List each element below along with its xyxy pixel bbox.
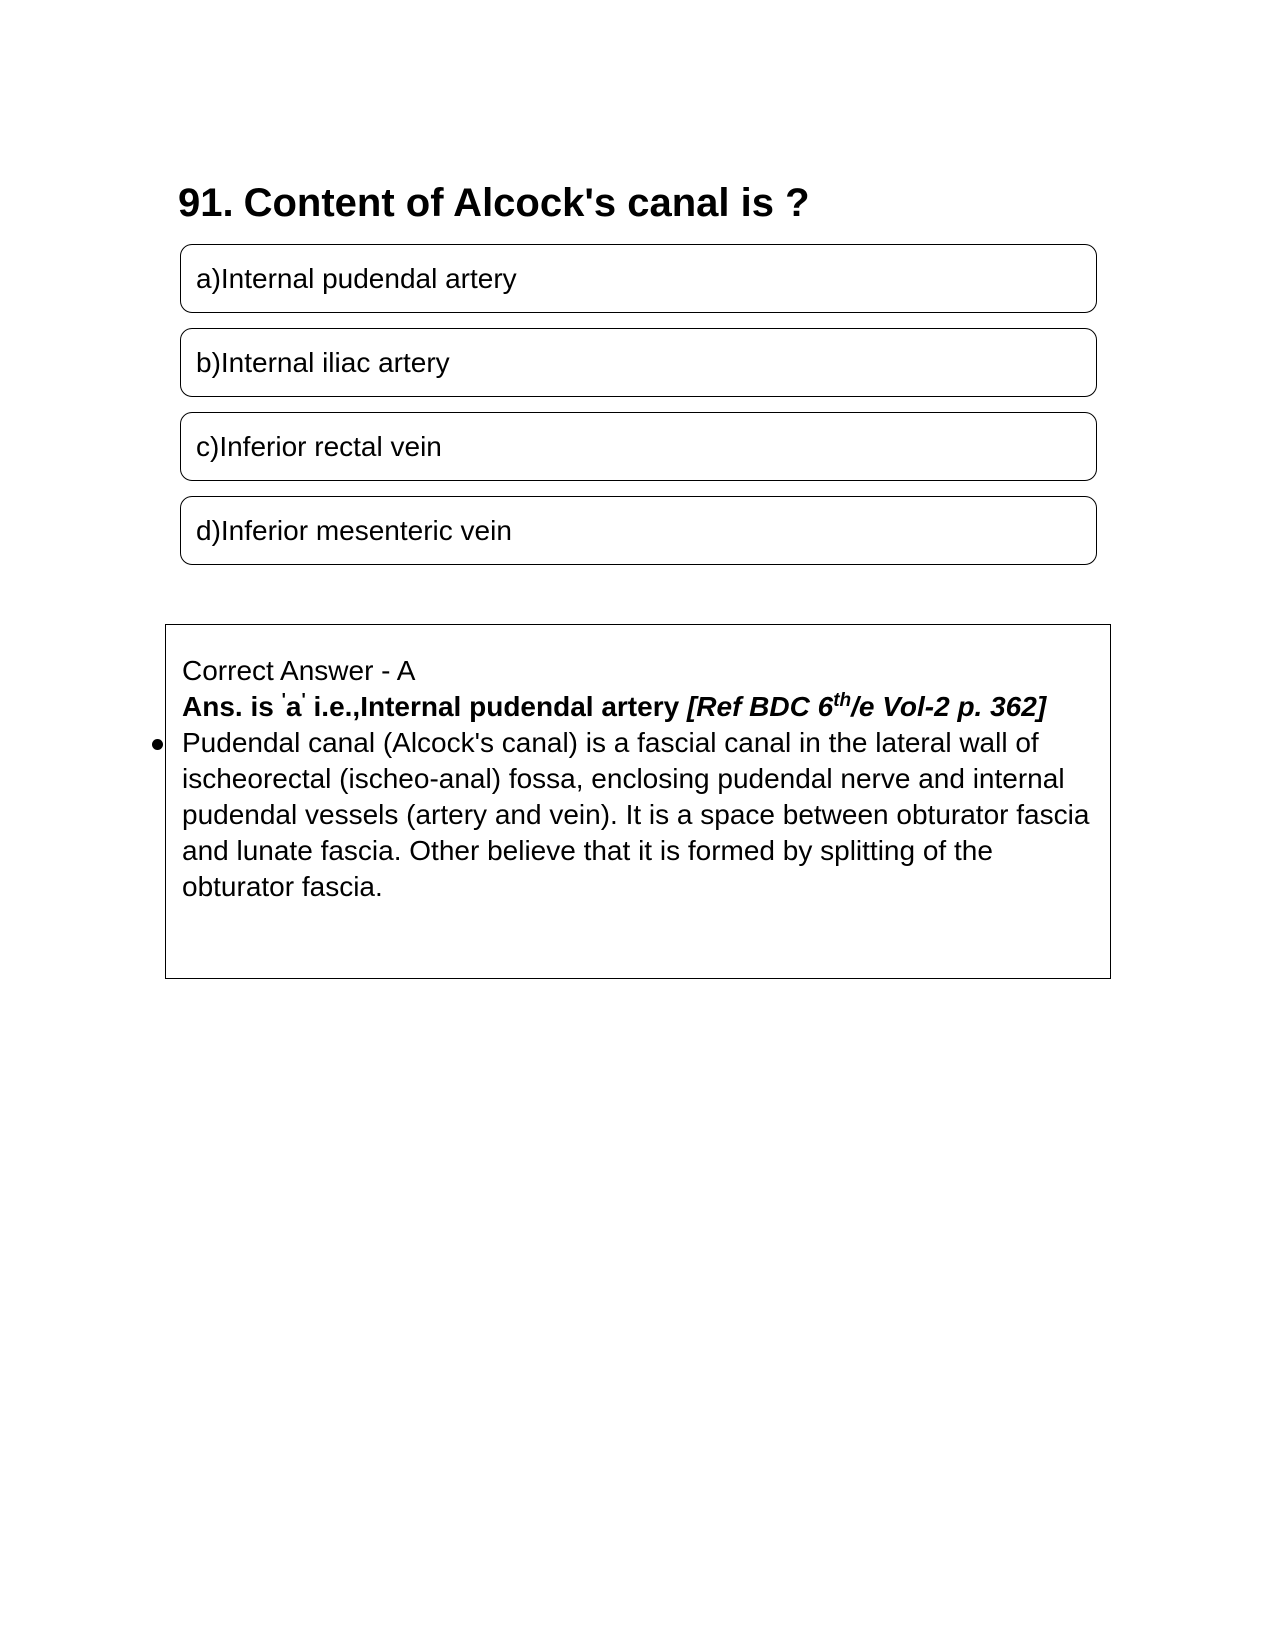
- explanation-text: Pudendal canal (Alcock's canal) is a fascial canal in the lateral wall of ischeorectal (ischeo-anal) fossa, enclosing pudendal nerve and internal pudendal vessels (artery and vein). It is a space between obturator fascia and lunate fascia. Other believe that it is formed by splitting of the obturator fascia.: [182, 727, 1090, 902]
- bullet-dot-icon: [152, 739, 163, 750]
- option-text: Internal iliac artery: [220, 346, 450, 378]
- question-title: [178, 176, 1078, 230]
- reference-start: [Ref BDC 6: [686, 691, 834, 722]
- answer-reference: [687, 691, 1046, 722]
- answer-main: i.e.,Internal pudendal artery: [305, 691, 687, 722]
- option-d[interactable]: [180, 496, 1097, 565]
- answer-prefix: Ans. is: [182, 691, 282, 722]
- option-text: Inferior mesenteric vein: [220, 514, 512, 546]
- option-b[interactable]: [180, 328, 1097, 397]
- option-text: Internal pudendal artery: [220, 262, 517, 294]
- option-c[interactable]: [180, 412, 1097, 481]
- option-letter: c): [196, 430, 220, 462]
- reference-superscript: th: [833, 690, 852, 711]
- answer-explanation-box: [165, 624, 1111, 979]
- correct-answer-label: Correct Answer - A: [182, 655, 416, 686]
- question-text: Content of Alcock's canal is ?: [243, 181, 810, 225]
- option-text: Inferior rectal vein: [219, 430, 442, 462]
- answer-quote-close: ': [301, 690, 306, 710]
- answer-letter: a: [285, 691, 302, 722]
- options-list: [180, 244, 1097, 580]
- option-letter: d): [196, 514, 221, 546]
- answer-statement: [182, 689, 1092, 725]
- option-a[interactable]: [180, 244, 1097, 313]
- reference-end: /e Vol-2 p. 362]: [851, 691, 1047, 722]
- answer-quote-open: ': [281, 690, 286, 710]
- explanation-bullet: [182, 725, 1092, 905]
- question-number: 91.: [178, 181, 234, 225]
- option-letter: b): [196, 346, 221, 378]
- option-letter: a): [196, 262, 221, 294]
